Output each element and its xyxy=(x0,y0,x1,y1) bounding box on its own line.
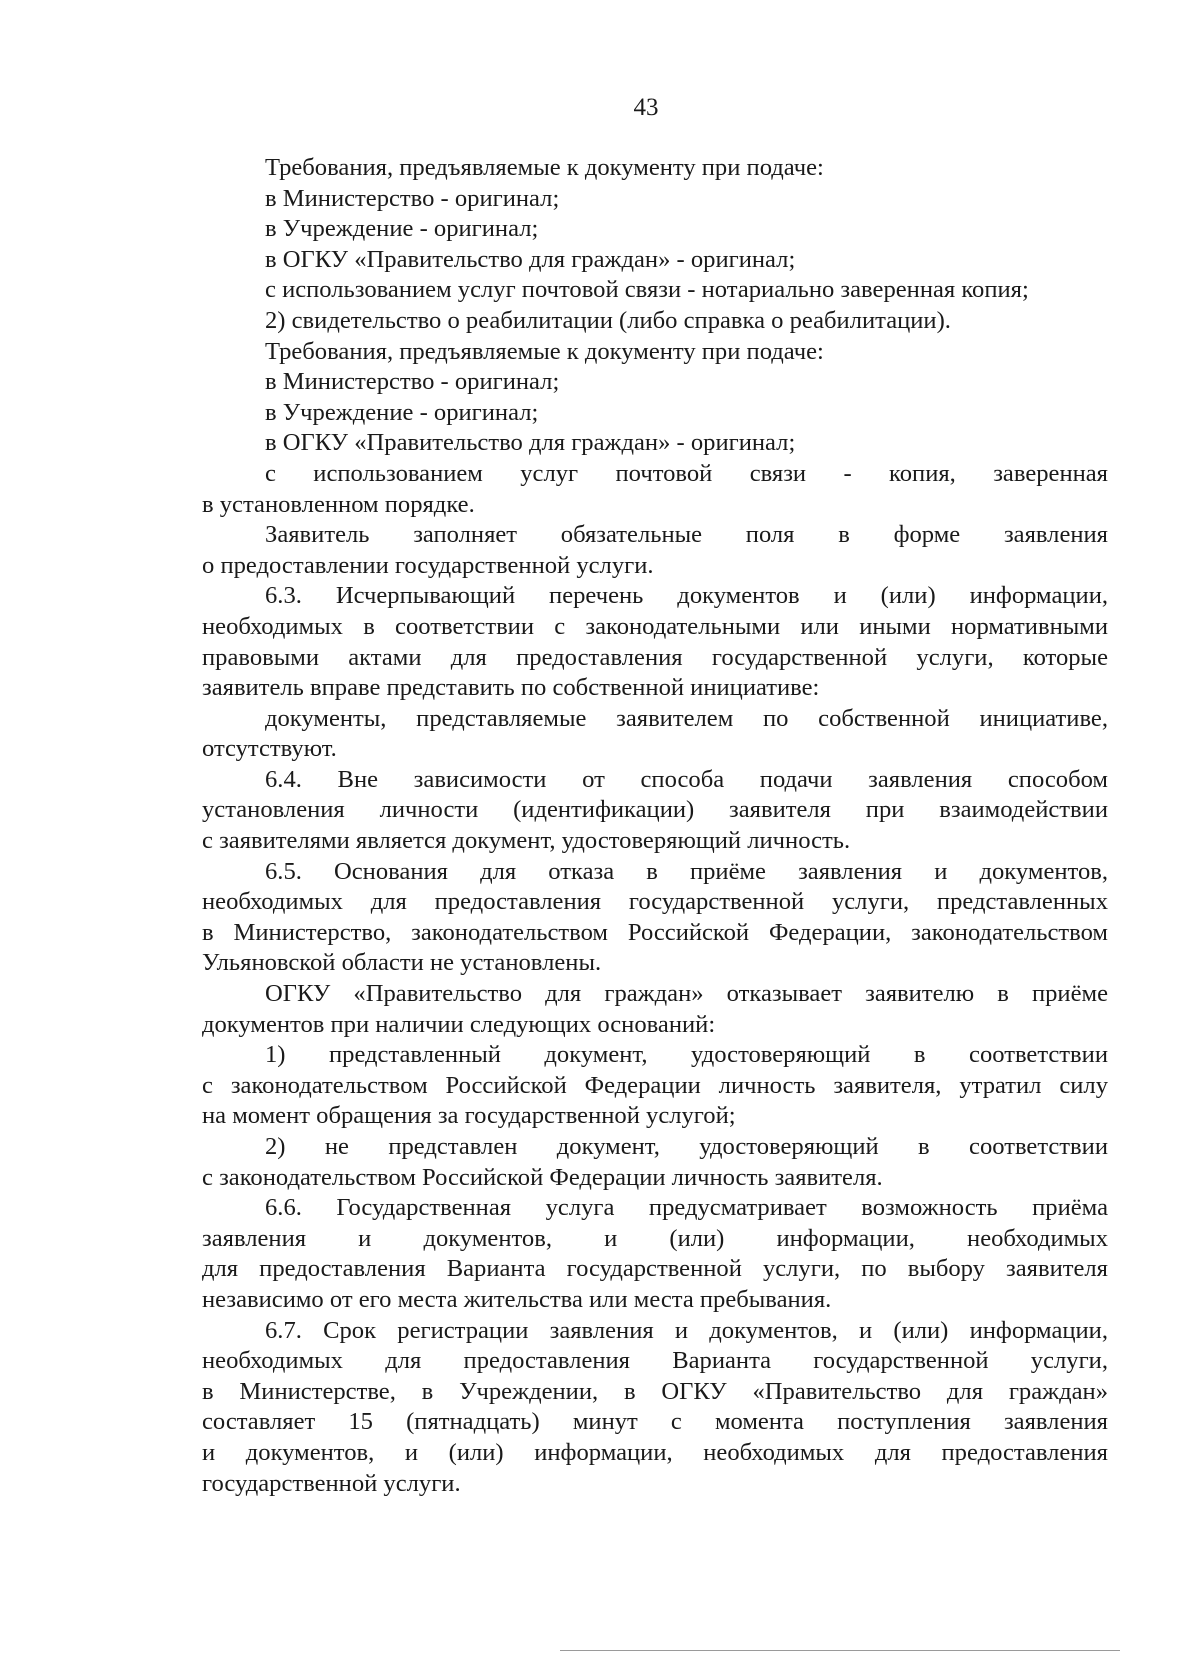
text-line: заявитель вправе представить по собственной инициативе: xyxy=(202,674,820,702)
text-line: 6.6. Государственная услуга предусматривает возможность приёма xyxy=(265,1194,1108,1222)
text-line: 6.7. Срок регистрации заявления и документов, и (или) информации, xyxy=(265,1316,1108,1344)
text-line: в Министерство - оригинал; xyxy=(265,184,560,212)
text-line: 6.5. Основания для отказа в приёме заявления и документов, xyxy=(265,857,1108,885)
text-line: Требования, предъявляемые к документу при подаче: xyxy=(265,337,824,365)
text-line: 1) представленный документ, удостоверяющий в соответствии xyxy=(265,1041,1108,1069)
page-number: 43 xyxy=(633,94,659,121)
text-line: с использованием услуг почтовой связи - нотариально заверенная копия; xyxy=(265,276,1029,304)
text-line: отсутствуют. xyxy=(202,735,337,763)
text-line: документы, представляемые заявителем по собственной инициативе, xyxy=(265,704,1108,732)
text-line: независимо от его места жительства или места пребывания. xyxy=(202,1285,832,1313)
text-line: документов при наличии следующих оснований: xyxy=(202,1010,716,1038)
text-line: 6.4. Вне зависимости от способа подачи заявления способом xyxy=(265,765,1108,793)
text-line: в ОГКУ «Правительство для граждан» - оригинал; xyxy=(265,245,796,273)
text-line: с заявителями является документ, удостоверяющий личность. xyxy=(202,827,851,855)
text-line: на момент обращения за государственной услугой; xyxy=(202,1102,736,1130)
text-line: государственной услуги. xyxy=(202,1469,461,1497)
text-line: необходимых для предоставления Варианта государственной услуги, xyxy=(202,1347,1108,1375)
text-line: 6.3. Исчерпывающий перечень документов и (или) информации, xyxy=(265,582,1108,610)
text-line: о предоставлении государственной услуги. xyxy=(202,551,654,579)
text-line: в ОГКУ «Правительство для граждан» - оригинал; xyxy=(265,429,796,457)
text-line: Ульяновской области не установлены. xyxy=(202,949,602,977)
text-line: с законодательством Российской Федерации личность заявителя, утратил силу xyxy=(202,1071,1108,1099)
text-line: необходимых в соответствии с законодательными или иными нормативными xyxy=(202,612,1108,640)
text-line: с использованием услуг почтовой связи - копия, заверенная xyxy=(265,459,1108,487)
text-line: в Министерство - оригинал; xyxy=(265,368,560,396)
text-line: в Учреждение - оригинал; xyxy=(265,398,539,426)
footer-rule xyxy=(560,1650,1120,1651)
text-line: 2) не представлен документ, удостоверяющий в соответствии xyxy=(265,1133,1108,1160)
text-line: в Министерстве, в Учреждении, в ОГКУ «Правительство для граждан» xyxy=(202,1377,1108,1405)
text-line: установления личности (идентификации) заявителя при взаимодействии xyxy=(202,796,1108,824)
text-line: ОГКУ «Правительство для граждан» отказывает заявителю в приёме xyxy=(265,980,1108,1008)
text-line: Требования, предъявляемые к документу при подаче: xyxy=(265,154,824,181)
text-line: составляет 15 (пятнадцать) минут с момента поступления заявления xyxy=(202,1408,1108,1436)
text-line: 2) свидетельство о реабилитации (либо справка о реабилитации). xyxy=(265,306,951,334)
text-line: правовыми актами для предоставления государственной услуги, которые xyxy=(202,643,1108,671)
text-line: для предоставления Варианта государственной услуги, по выбору заявителя xyxy=(202,1255,1108,1283)
text-line: и документов, и (или) информации, необходимых для предоставления xyxy=(202,1438,1108,1466)
text-line: в Министерство, законодательством Российской Федерации, законодательством xyxy=(202,918,1108,946)
text-line: заявления и документов, и (или) информации, необходимых xyxy=(202,1224,1108,1252)
document-body xyxy=(202,153,1108,1499)
text-line: в Учреждение - оригинал; xyxy=(265,215,539,243)
text-line: Заявитель заполняет обязательные поля в форме заявления xyxy=(265,521,1108,549)
text-line: в установленном порядке. xyxy=(202,490,475,518)
text-line: с законодательством Российской Федерации личность заявителя. xyxy=(202,1163,883,1191)
text-line: необходимых для предоставления государственной услуги, представленных xyxy=(202,888,1108,916)
